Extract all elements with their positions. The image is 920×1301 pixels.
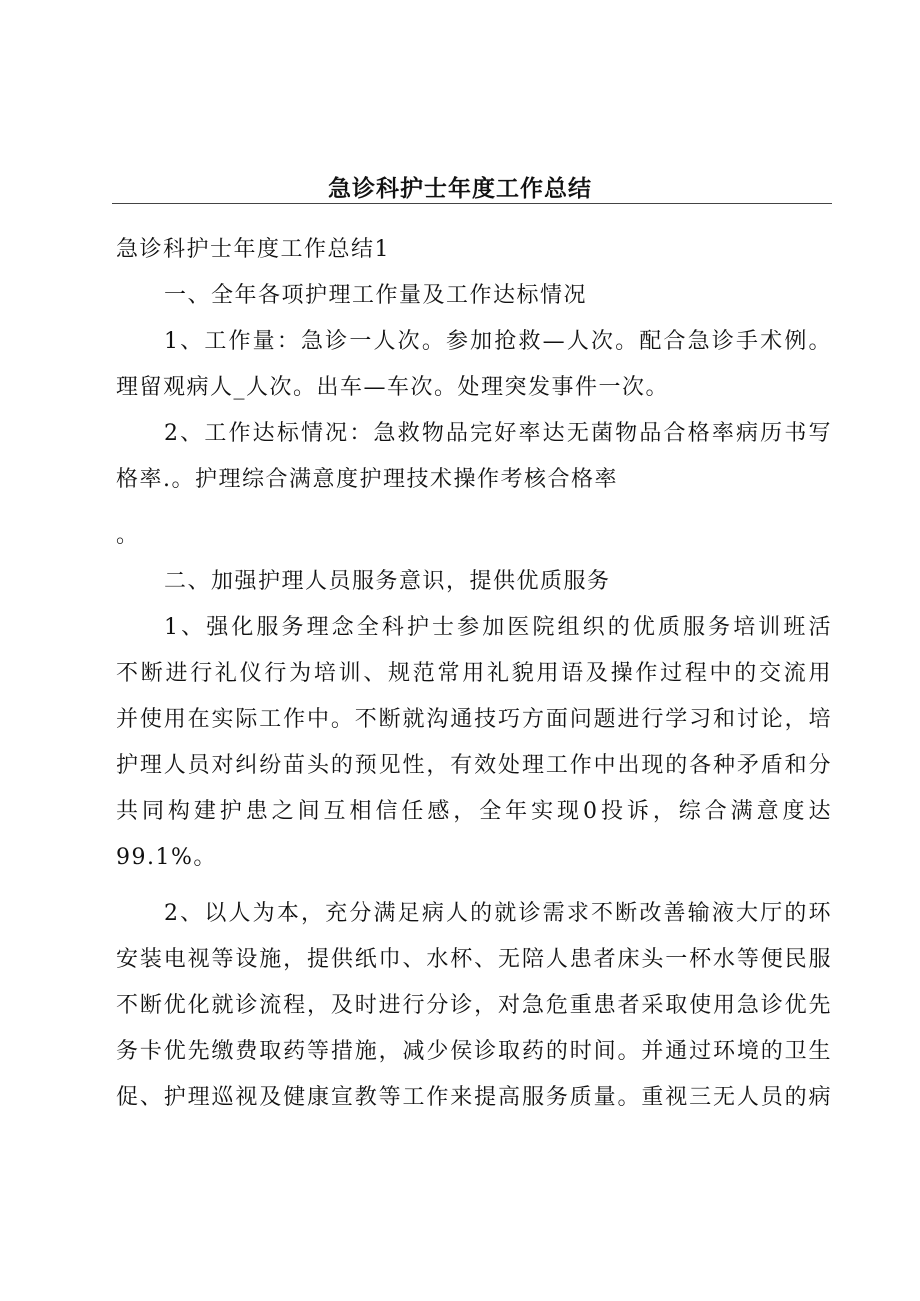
- document-body: [116, 227, 832, 1121]
- text-line: 共同构建护患之间互相信任感，全年实现0投诉，综合满意度达: [116, 799, 832, 824]
- text-line: 安装电视等设施，提供纸巾、水杯、无陪人患者床头一杯水等便民服: [116, 947, 832, 972]
- text-line: 护理人员对纠纷苗头的预见性，有效处理工作中出现的各种矛盾和分: [116, 753, 832, 778]
- text-line: 2、工作达标情况：急救物品完好率达无菌物品合格率病历书写: [164, 421, 832, 446]
- text-line: 格率.。护理综合满意度护理技术操作考核合格率: [116, 467, 618, 492]
- section-subtitle: 急诊科护士年度工作总结1: [116, 237, 390, 262]
- text-line: 理留观病人_人次。出车—车次。处理突发事件一次。: [116, 375, 670, 400]
- title-divider: [112, 203, 832, 204]
- text-line: 不断进行礼仪行为培训、规范常用礼貌用语及操作过程中的交流用: [116, 661, 832, 686]
- text-line: 并使用在实际工作中。不断就沟通技巧方面问题进行学习和讨论，培: [116, 707, 832, 732]
- text-line: 99.1%。: [116, 845, 217, 870]
- text-line: 2、以人为本，充分满足病人的就诊需求不断改善输液大厅的环: [164, 901, 832, 926]
- text-line: 1、工作量：急诊一人次。参加抢救—人次。配合急诊手术例。: [164, 329, 832, 354]
- text-line: 二、加强护理人员服务意识，提供优质服务: [164, 569, 611, 594]
- text-line: 务卡优先缴费取药等措施，减少侯诊取药的时间。并通过环境的卫生: [116, 1039, 832, 1064]
- page-title: 急诊科护士年度工作总结: [328, 176, 592, 202]
- text-line: 促、护理巡视及健康宣教等工作来提高服务质量。重视三无人员的病: [116, 1085, 832, 1110]
- text-line: 。: [116, 523, 140, 548]
- text-line: 1、强化服务理念全科护士参加医院组织的优质服务培训班活: [164, 615, 832, 640]
- text-line: 不断优化就诊流程，及时进行分诊，对急危重患者采取使用急诊优先: [116, 993, 832, 1018]
- text-line: 一、全年各项护理工作量及工作达标情况: [164, 283, 588, 308]
- paragraph-lines: [116, 273, 832, 1121]
